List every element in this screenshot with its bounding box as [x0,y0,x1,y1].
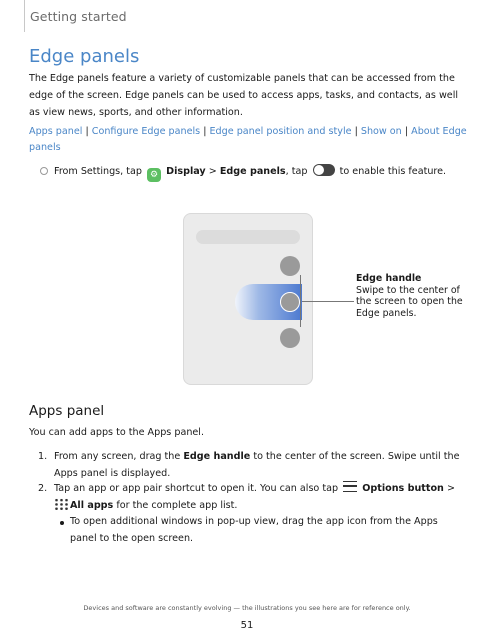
callout-text: Swipe to the center of the screen to open the Edge panels. [356,284,463,319]
app-dot-icon [280,328,300,348]
step-arrow: > [205,166,220,177]
step-arrow: > [443,483,455,494]
phone-search-bar [196,230,300,244]
step-number: 2. [38,483,48,494]
apps-step-1 [54,448,464,482]
callout-title: Edge handle [356,273,422,284]
link-edge-panel-position[interactable]: Edge panel position and style [209,126,352,137]
page-number: 51 [240,620,254,631]
callout-line [302,301,354,302]
step-suffix: to enable this feature. [339,166,447,177]
edge-handle-dot-icon [280,292,300,312]
app-dot-icon [280,256,300,276]
gear-icon: ⚙ [147,168,161,182]
apps-panel-intro: You can add apps to the Apps panel. [29,427,205,438]
step-number: 1. [38,451,48,462]
apps-step-2 [54,480,464,514]
step-prefix: From Settings, tap [54,166,142,177]
link-configure-edge-panels[interactable]: Configure Edge panels [91,126,201,137]
toggle-icon [313,164,335,176]
link-apps-panel[interactable]: Apps panel [29,126,83,137]
header-rule [24,0,25,32]
grid-icon [54,498,68,510]
apps-panel-heading: Apps panel [29,403,105,419]
step-text: to the center of the screen. Swipe until the Apps panel is displayed. [54,451,460,479]
step-text: From any screen, drag the [54,451,181,462]
sub-bullet-icon [60,521,64,525]
enable-step [54,164,446,182]
menu-icon [343,481,357,492]
link-separator: | [354,126,358,137]
popup-view-tip: To open additional windows in pop-up view, drag the app icon from the Apps panel to the open screen. [70,516,438,544]
page-title: Edge panels [29,46,140,67]
step-tap: , tap [285,166,308,177]
edge-handle-callout [356,273,466,319]
link-separator: | [404,126,409,137]
intro-paragraph: The Edge panels feature a variety of customizable panels that can be accessed from the edge of the screen. Edge panels can be used to access apps, tasks, and contacts, as well as view news, sports, and other information. [29,73,459,118]
step-all-apps: All apps [70,500,114,511]
step-display: Display [166,166,206,177]
step-options-button: Options button [362,483,444,494]
link-about-edge-panels[interactable]: About Edge panels [29,126,467,153]
step-edge-handle: Edge handle [183,451,251,462]
section-title: Getting started [30,9,127,24]
step-bullet-icon [40,167,48,175]
link-show-on[interactable]: Show on [360,126,402,137]
step-text: Tap an app or app pair shortcut to open it. You can also tap [54,483,339,494]
topic-links [29,124,469,156]
step-text: for the complete app list. [116,500,238,511]
footer-disclaimer: Devices and software are constantly evolving — the illustrations you see here are for reference only. [83,604,411,612]
link-separator: | [203,126,207,137]
link-separator: | [85,126,89,137]
step-edge-panels: Edge panels [219,166,286,177]
callout-bracket [300,275,301,327]
